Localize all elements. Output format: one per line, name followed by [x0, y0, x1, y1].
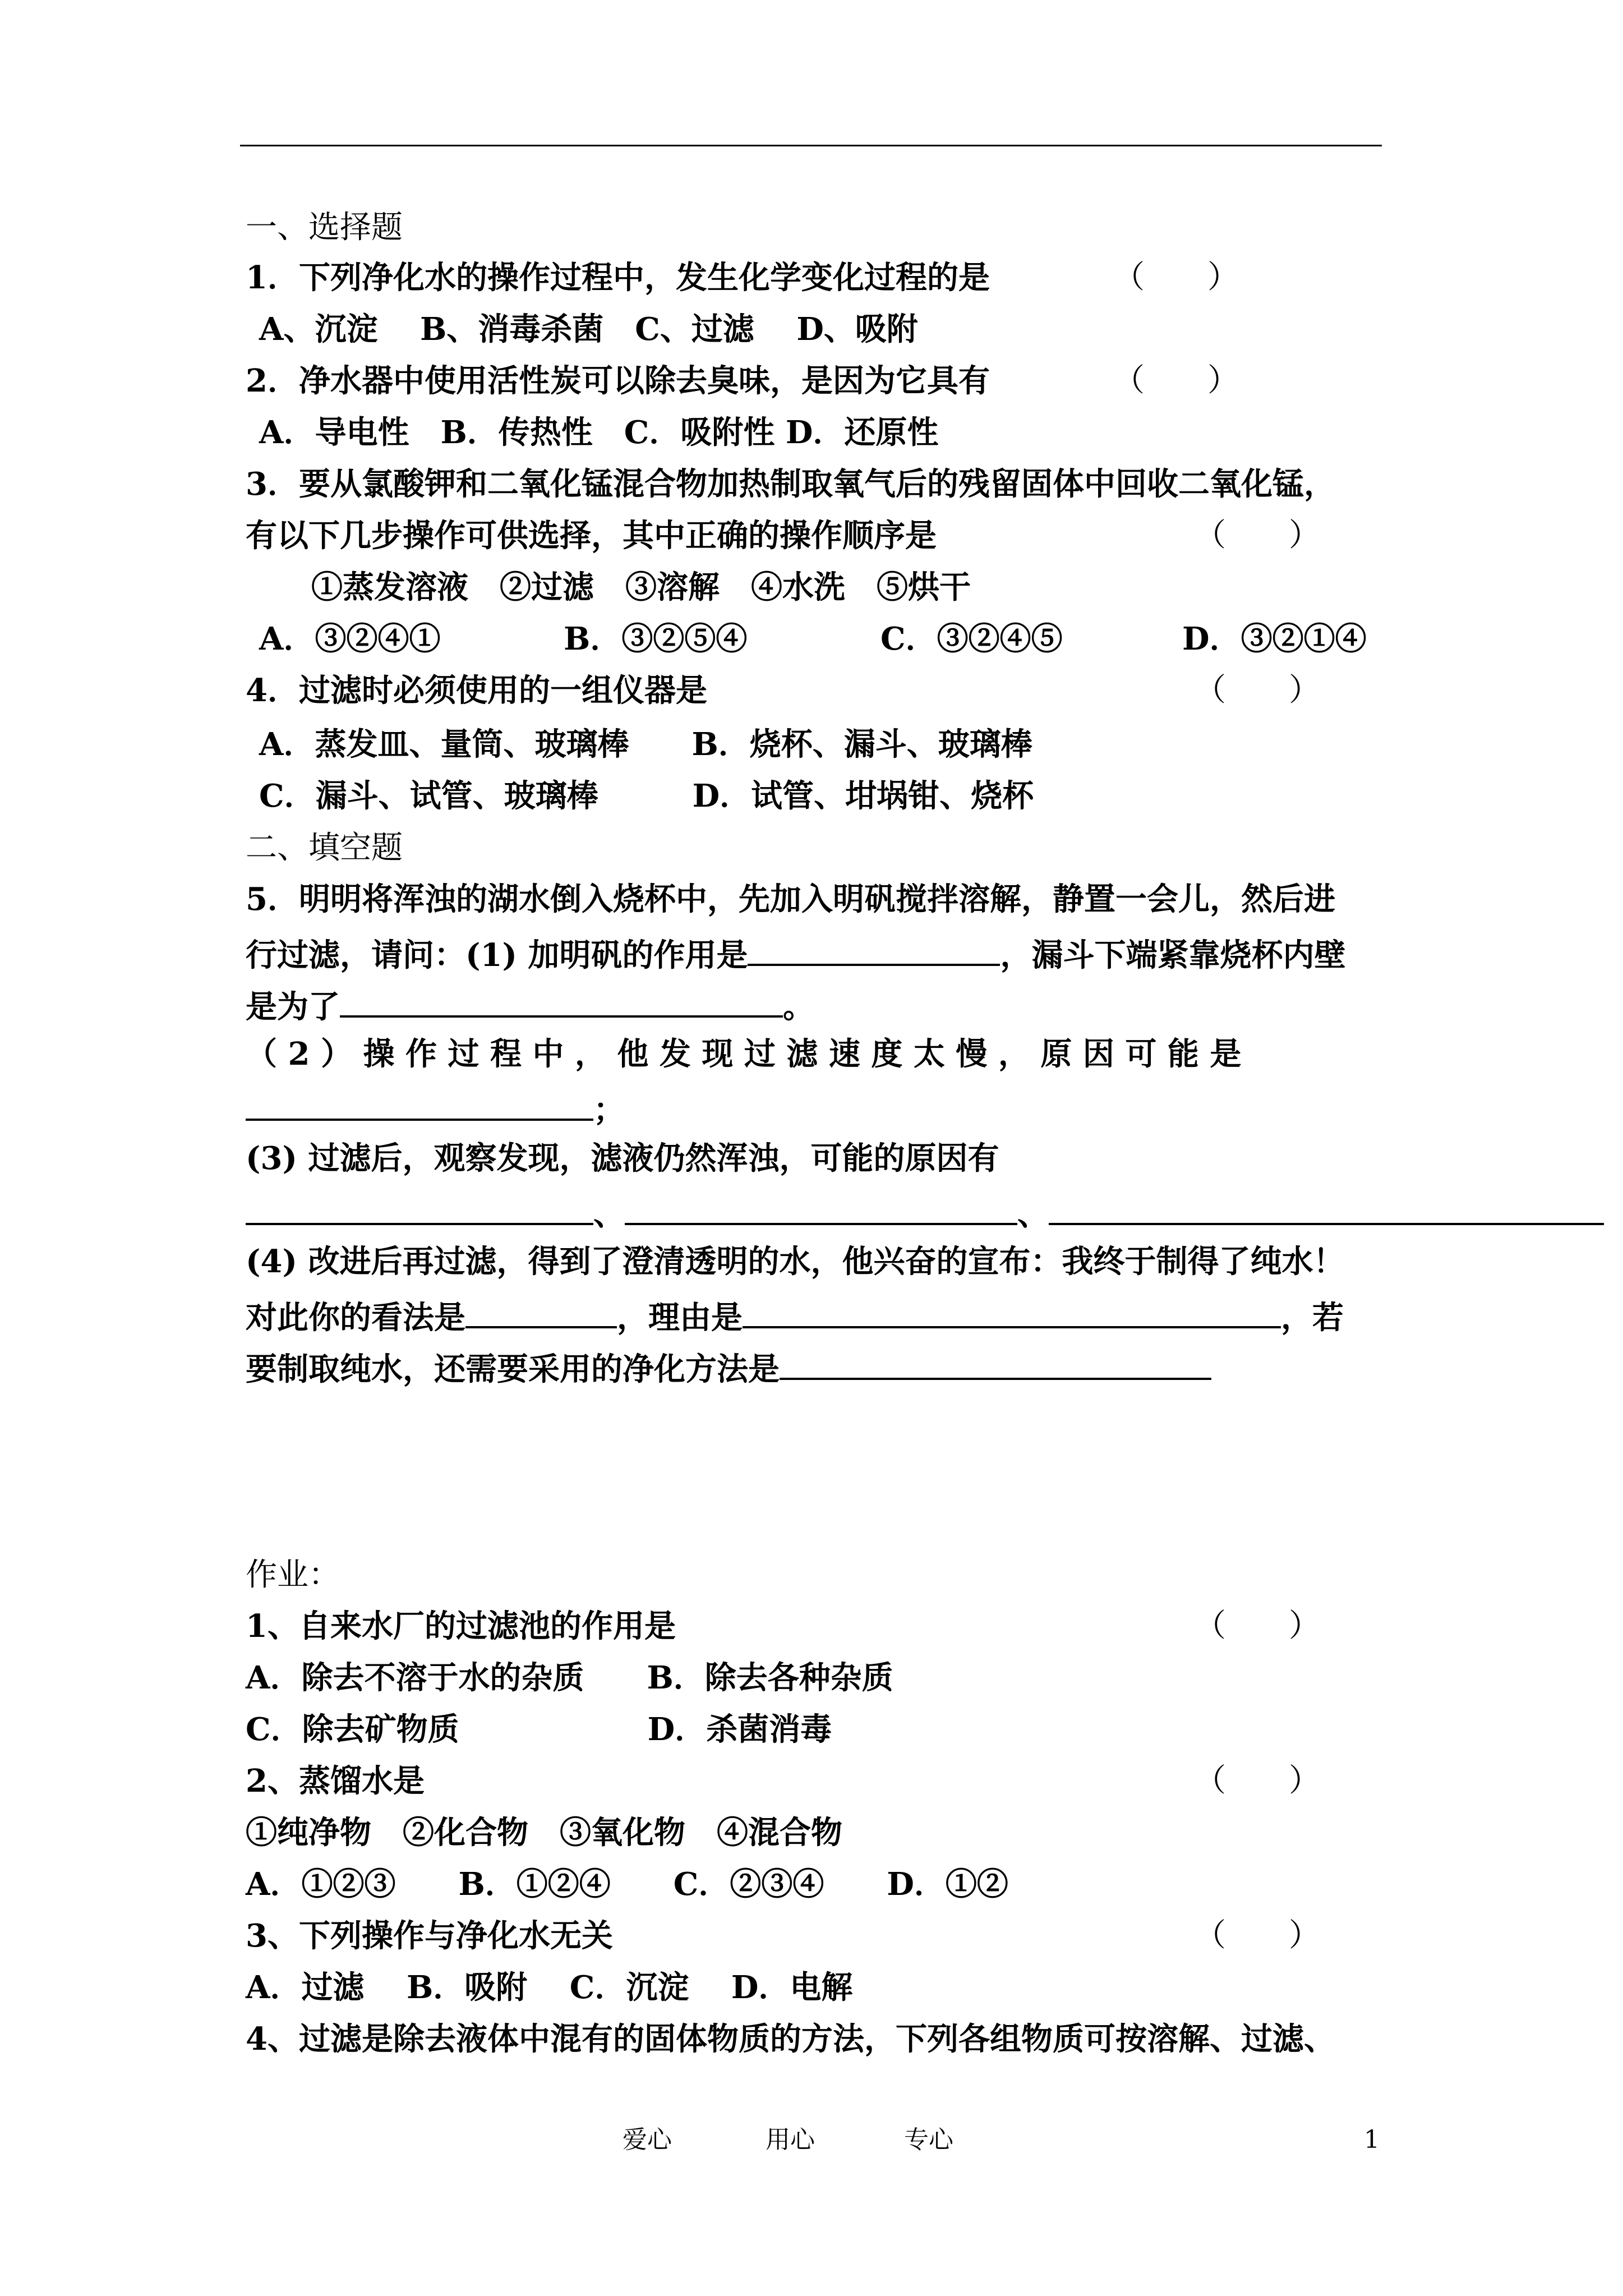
homework-question-2: 2、蒸馏水是 [246, 1763, 425, 1800]
question-5-line1: 5．明明将浑浊的湖水倒入烧杯中，先加入明矾搅拌溶解，静置一会儿，然后进 [246, 881, 1335, 918]
answer-paren-q3: （ ） [1195, 517, 1320, 554]
homework-question-4: 4、过滤是除去液体中混有的固体物质的方法，下列各组物质可按溶解、过滤、 [246, 2021, 1335, 2058]
question-5-line2: 行过滤，请问：(1) 加明矾的作用是 ，漏斗下端紧靠烧杯内壁 [246, 931, 1345, 975]
homework-title: 作业： [246, 1557, 340, 1593]
blank-alum-purpose[interactable] [748, 931, 1000, 966]
question-3-line2: 有以下几步操作可供选择，其中正确的操作顺序是 [246, 517, 937, 554]
answer-paren-q2: （ ） [1113, 362, 1239, 399]
homework-question-2-options: A．①②③ B．①②④ C．②③④ D．①② [246, 1866, 1008, 1903]
blank-opinion[interactable] [465, 1294, 617, 1328]
answer-paren-h3: （ ） [1195, 1917, 1320, 1954]
question-5-line3: 是为了 。 [246, 983, 814, 1027]
homework-question-1-options-ab: A．除去不溶于水的杂质 B．除去各种杂质 [246, 1659, 893, 1696]
question-5-line8: (4) 改进后再过滤，得到了澄清透明的水，他兴奋的宣布：我终于制得了纯水！ [246, 1243, 1345, 1280]
question-3-option-d: D．③②①④ [1182, 620, 1367, 657]
question-3-line1: 3．要从氯酸钾和二氧化锰混合物加热制取氧气后的残留固体中回收二氧化锰， [246, 466, 1335, 503]
footer-text-yongxin: 用心 [766, 2125, 815, 2154]
blank-opinion-reason[interactable] [743, 1294, 1281, 1328]
question-2-options: A．导电性 B．传热性 C．吸附性 D．还原性 [259, 414, 939, 451]
question-2: 2．净水器中使用活性炭可以除去臭味，是因为它具有 [246, 362, 990, 399]
header-rule [240, 145, 1382, 146]
footer-text-zhuanxin: 专心 [904, 2125, 953, 2154]
homework-question-1-options-cd: C．除去矿物质 D．杀菌消毒 [246, 1711, 832, 1748]
blank-turbid-reason-1[interactable] [246, 1190, 593, 1225]
footer-text-aixin: 爱心 [623, 2125, 672, 2154]
blank-slow-filtration[interactable] [246, 1086, 593, 1121]
question-3-option-c: C．③②④⑤ [880, 620, 1063, 657]
question-5-line6: (3) 过滤后，观察发现，滤液仍然浑浊，可能的原因有 [246, 1140, 999, 1177]
blank-turbid-reason-2[interactable] [625, 1190, 1017, 1225]
blank-turbid-reason-3[interactable] [1049, 1190, 1604, 1225]
homework-question-3-options: A．过滤 B．吸附 C．沉淀 D．电解 [246, 1969, 853, 2006]
question-3-option-b: B．③②⑤④ [564, 620, 748, 657]
section-fill-title: 二、填空题 [246, 830, 403, 866]
blank-purification-method[interactable] [780, 1345, 1211, 1380]
question-5-line4: （ 2 ） 操 作 过 程 中 ， 他 发 现 过 滤 速 度 太 慢 ， 原 因 可 能 是 [246, 1036, 1242, 1073]
question-3-steps: ①蒸发溶液 ②过滤 ③溶解 ④水洗 ⑤烘干 [311, 569, 971, 606]
question-4-options-ab: A．蒸发皿、量筒、玻璃棒 B．烧杯、漏斗、玻璃棒 [259, 726, 1032, 763]
question-1-options: A、沉淀 B、消毒杀菌 C、过滤 D、吸附 [259, 311, 918, 348]
question-3-option-a: A．③②④① [259, 620, 441, 657]
blank-funnel-reason[interactable] [340, 983, 783, 1018]
answer-paren-h1: （ ） [1195, 1608, 1320, 1644]
answer-paren-q1: （ ） [1113, 259, 1239, 296]
question-5-line5: ； [246, 1086, 625, 1130]
answer-paren-q4: （ ） [1195, 672, 1320, 708]
homework-question-1: 1、自来水厂的过滤池的作用是 [246, 1608, 676, 1645]
question-5-line7: 、 、 [246, 1190, 1604, 1234]
question-4: 4．过滤时必须使用的一组仪器是 [246, 672, 707, 709]
section-choice-title: 一、选择题 [246, 209, 403, 246]
answer-paren-h2: （ ） [1195, 1763, 1320, 1799]
homework-question-3: 3、下列操作与净化水无关 [246, 1917, 613, 1954]
question-5-line9: 对此你的看法是 ，理由是 ，若 [246, 1294, 1344, 1337]
question-5-line10: 要制取纯水，还需要采用的净化方法是 [246, 1345, 1211, 1389]
question-4-options-cd: C．漏斗、试管、玻璃棒 D．试管、坩埚钳、烧杯 [259, 777, 1034, 815]
question-1: 1．下列净化水的操作过程中，发生化学变化过程的是 [246, 259, 990, 296]
page-number: 1 [1364, 2125, 1380, 2154]
homework-question-2-items: ①纯净物 ②化合物 ③氧化物 ④混合物 [246, 1814, 842, 1851]
